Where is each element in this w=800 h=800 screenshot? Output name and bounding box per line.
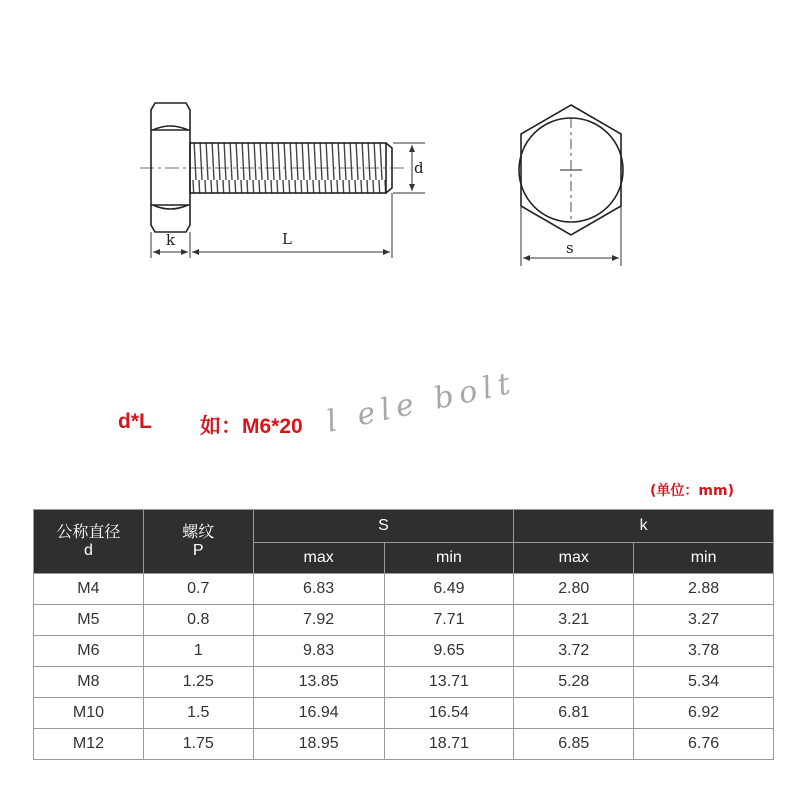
cell-k-max: 5.28: [514, 667, 634, 698]
cell-p: 1.25: [143, 667, 253, 698]
header-k-min: min: [634, 543, 774, 574]
header-k: k: [514, 510, 774, 543]
cell-s-max: 6.83: [253, 574, 384, 605]
cell-s-max: 16.94: [253, 698, 384, 729]
cell-k-min: 3.78: [634, 636, 774, 667]
cell-s-min: 18.71: [384, 729, 514, 760]
header-k-max: max: [514, 543, 634, 574]
cell-s-min: 16.54: [384, 698, 514, 729]
cell-s-max: 9.83: [253, 636, 384, 667]
cell-k-min: 3.27: [634, 605, 774, 636]
spec-table: [33, 509, 774, 760]
cell-s-min: 13.71: [384, 667, 514, 698]
table-row: [34, 667, 774, 698]
cell-p: 1: [143, 636, 253, 667]
table-row: [34, 574, 774, 605]
formula-example: [200, 410, 303, 440]
bolt-technical-drawing: [0, 0, 800, 300]
header-s-min: min: [384, 543, 514, 574]
cell-d: M5: [34, 605, 144, 636]
label-L: L: [282, 230, 292, 248]
header-s: S: [253, 510, 514, 543]
cell-p: 1.5: [143, 698, 253, 729]
label-s: s: [566, 239, 574, 257]
cell-s-max: 7.92: [253, 605, 384, 636]
cell-k-max: 6.81: [514, 698, 634, 729]
cell-k-min: 6.92: [634, 698, 774, 729]
cell-d: M8: [34, 667, 144, 698]
label-k: k: [166, 231, 176, 249]
formula-main: d*L: [118, 410, 152, 433]
cell-k-min: 5.34: [634, 667, 774, 698]
cell-d: M12: [34, 729, 144, 760]
cell-p: 1.75: [143, 729, 253, 760]
cell-k-max: 3.72: [514, 636, 634, 667]
cell-s-min: 6.49: [384, 574, 514, 605]
cell-s-min: 9.65: [384, 636, 514, 667]
cell-p: 0.8: [143, 605, 253, 636]
cell-k-max: 3.21: [514, 605, 634, 636]
cell-d: M4: [34, 574, 144, 605]
cell-k-min: 2.88: [634, 574, 774, 605]
label-d: d: [414, 159, 424, 177]
cell-k-min: 6.76: [634, 729, 774, 760]
size-formula: [118, 410, 303, 438]
cell-s-min: 7.71: [384, 605, 514, 636]
header-s-max: max: [253, 543, 384, 574]
cell-k-max: 2.80: [514, 574, 634, 605]
table-row: [34, 636, 774, 667]
table-row: [34, 605, 774, 636]
cell-d: M6: [34, 636, 144, 667]
table-row: [34, 698, 774, 729]
header-nominal-diameter: 公称直径 d: [34, 510, 144, 574]
table-row: [34, 729, 774, 760]
cell-s-max: 13.85: [253, 667, 384, 698]
cell-d: M10: [34, 698, 144, 729]
cell-p: 0.7: [143, 574, 253, 605]
formula-example-value: M6*20: [242, 415, 303, 438]
cell-s-max: 18.95: [253, 729, 384, 760]
cell-k-max: 6.85: [514, 729, 634, 760]
watermark: l ele bolt: [323, 365, 520, 440]
formula-example-prefix: 如：: [200, 415, 242, 438]
bolt-top-view: [519, 105, 623, 235]
header-pitch: 螺纹 P: [143, 510, 253, 574]
unit-note: (单位：mm): [650, 483, 734, 499]
bolt-side-view: [140, 103, 405, 232]
dimension-k-L: [151, 193, 392, 258]
